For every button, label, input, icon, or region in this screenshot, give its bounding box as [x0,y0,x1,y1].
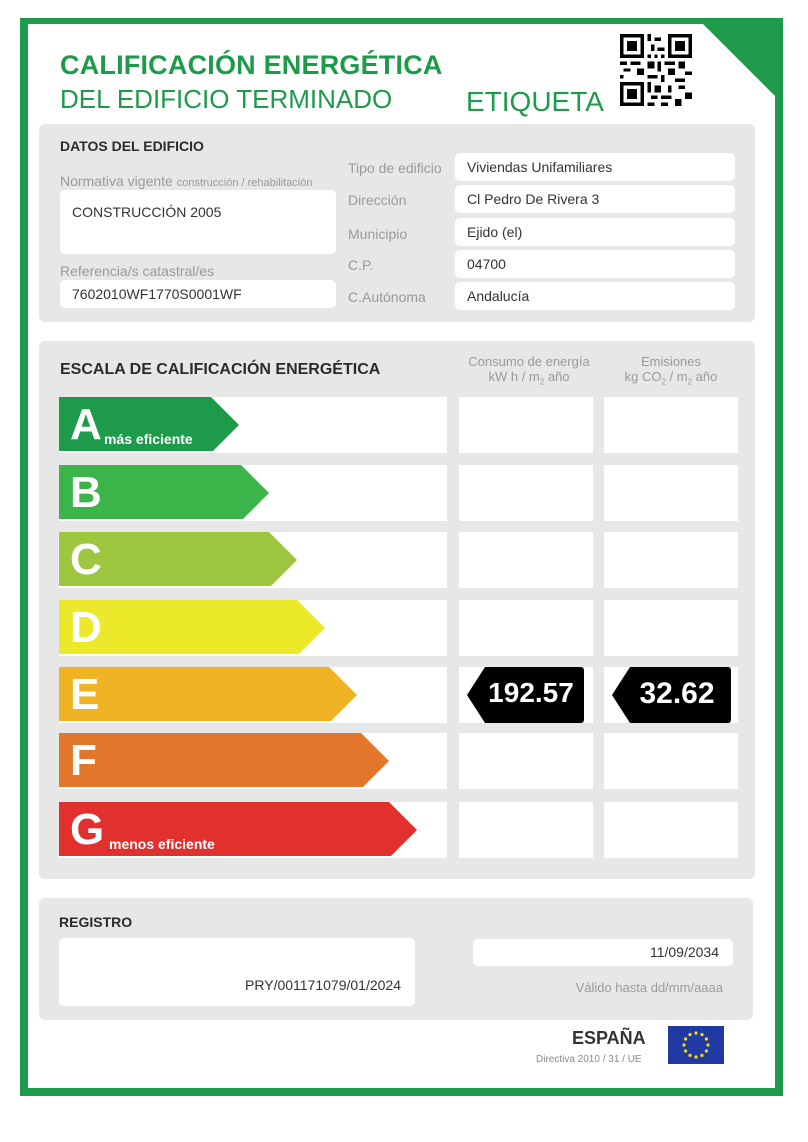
class-letter-e: E [70,670,100,719]
registry-number: PRY/001171079/01/2024 [59,938,415,1006]
consumo-cell [459,397,593,453]
field-label-direccion: Dirección [348,192,407,208]
eu-star [684,1037,687,1040]
eu-star [688,1033,691,1036]
corner-triangle [703,24,775,96]
eu-star [684,1049,687,1052]
valid-until-date: 11/09/2034 [473,939,733,966]
referencia-value: 7602010WF1770S0001WF [60,280,336,308]
building-data-title: DATOS DEL EDIFICIO [60,138,204,154]
eu-stars-icon [668,1026,724,1064]
emisiones-cell [604,600,738,656]
title-line2: DEL EDIFICIO TERMINADO [60,84,393,114]
consumo-column-header: Consumo de energía kW h / $m_2$ año [468,354,590,387]
registry-panel [39,898,753,1020]
normativa-label: Normativa vigente construcción / rehabilitación [60,173,313,189]
energy-scale-title: ESCALA DE CALIFICACIÓN ENERGÉTICA [60,361,381,378]
eu-flag [668,1026,724,1064]
consumo-cell [459,733,593,789]
eu-star [694,1055,697,1058]
class-letter-c: C [70,535,102,584]
country-label: ESPAÑA [572,1028,646,1048]
eu-star [694,1031,697,1034]
class-letter-b: B [70,468,102,517]
title-line1: CALIFICACIÓN ENERGÉTICA [60,50,443,80]
eu-star [706,1043,709,1046]
emisiones-cell [604,465,738,521]
field-value-cp: 04700 [455,250,735,278]
directive-label: Directiva 2010 / 31 / UE [536,1054,642,1065]
field-label-municipio: Municipio [348,226,408,242]
consumo-value: 192.57 [488,677,574,708]
eu-star [700,1033,703,1036]
eu-star [705,1037,708,1040]
valid-until-label: Válido hasta dd/mm/aaaa [575,980,723,995]
consumo-cell [459,465,593,521]
class-arrow-e [59,667,357,721]
field-label-autonoma: C.Autónoma [348,289,426,305]
eu-star [700,1054,703,1057]
class-letter-d: D [70,603,102,652]
label-word: ETIQUETA [466,86,604,117]
class-sublabel-a: más eficiente [104,431,193,447]
field-value-municipio: Ejido (el) [455,218,735,246]
eu-star [688,1054,691,1057]
class-arrow-f [59,733,389,787]
emisiones-column-header: Emisiones kg $CO_2 / m_2$ año [624,354,718,387]
consumo-cell [459,600,593,656]
building-data-panel [39,124,755,322]
normativa-value: CONSTRUCCIÓN 2005 [60,190,336,254]
consumo-cell [459,802,593,858]
emisiones-cell [604,532,738,588]
registry-title: REGISTRO [59,914,133,930]
emisiones-cell [604,733,738,789]
field-value-tipo: Viviendas Unifamiliares [455,153,735,181]
class-letter-f: F [70,736,97,785]
energy-scale-panel [39,341,755,879]
eu-star [705,1049,708,1052]
consumo-cell [459,532,593,588]
class-sublabel-g: menos eficiente [109,836,215,852]
referencia-label: Referencia/s catastral/es [60,263,215,279]
qr-code [620,34,692,106]
field-label-cp: C.P. [348,257,374,273]
class-letter-a: A [70,400,102,449]
emisiones-value: 32.62 [639,677,715,710]
field-value-autonoma: Andalucía [455,282,735,310]
emisiones-cell [604,397,738,453]
field-value-direccion: Cl Pedro De Rivera 3 [455,185,735,213]
eu-star [682,1043,685,1046]
class-letter-g: G [70,805,105,854]
field-label-tipo: Tipo de edificio [348,160,442,176]
emisiones-cell [604,802,738,858]
